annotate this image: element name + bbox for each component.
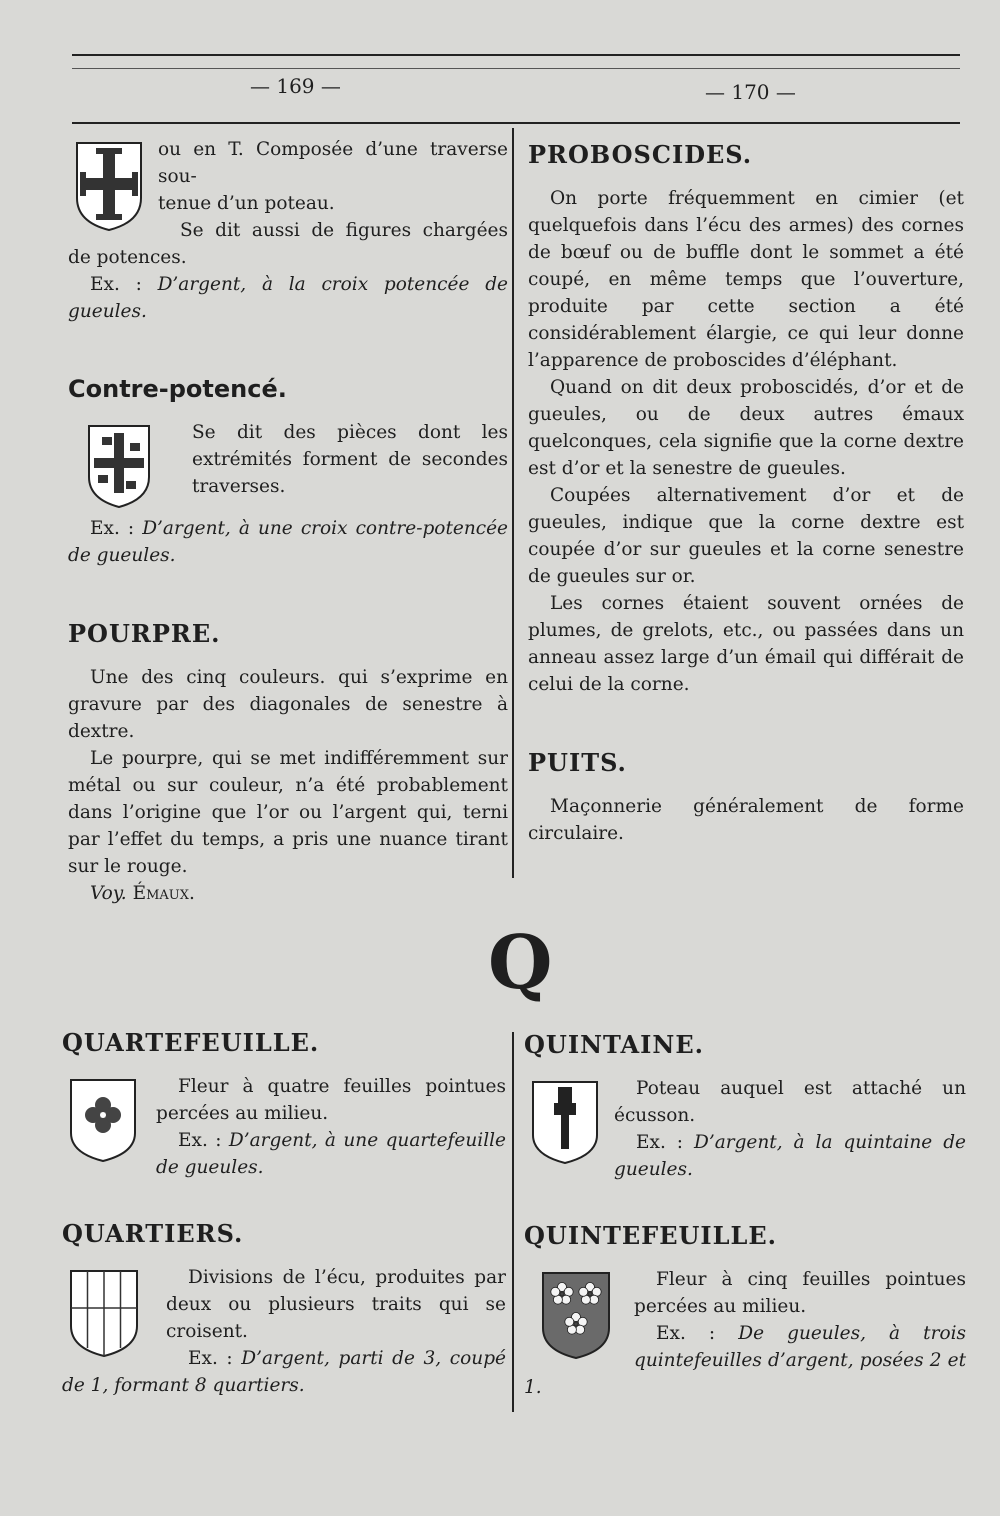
quartiers-text: Divisions de l’écu, produites par deux ou plusieurs traits qui se croisent. [166,1267,506,1342]
right-column-bottom [524,1030,966,1401]
quintaine-text: Poteau auquel est attaché un écusson. [614,1078,966,1126]
example-prefix: Ex. : [636,1132,684,1153]
example-text: D’argent, parti de 3, coupé de 1, formant 8 quartiers. [62,1348,506,1396]
proboscides-heading: PROBOSCIDES. [528,140,753,169]
shield-quatrefoil-icon [68,1077,138,1163]
top-rule [72,54,960,56]
quartiers-heading: QUARTIERS. [62,1219,244,1248]
entry-pourpre [68,619,508,907]
potence-line1: ou en T. Composée d’une traverse sou- [158,139,508,187]
right-page-number: — 170 — [705,80,796,104]
column-separator-top [512,128,514,878]
proboscides-p1: On porte fréquemment en cimier (et quelquefois dans l’écu des armes) des cornes de bœuf ou de buffle dont le sommet a été coupé, en même temps que l’ouverture, produite par cette section a été considérablement élargie, ce qui leur donne l’apparence de proboscides d’éléphant. [528,188,964,371]
entry-quintefeuille [524,1221,966,1401]
potence-line2: tenue d’un poteau. [158,193,335,214]
potence-line3: Se dit aussi de figures chargées de potences. [68,220,508,268]
quintaine-heading: QUINTAINE. [524,1030,704,1059]
top-rule-thin [72,68,960,69]
entry-quintaine [524,1030,966,1183]
contre-potence-heading: Contre-potencé. [68,375,287,403]
voy-label: Voy. [90,883,127,904]
contre-potence-example [68,515,508,569]
proboscides-p3: Coupées alternativement d’or et de gueules, indique que la corne dextre est coupée d’or sur gueules et la corne senestre de gueules sur or. [528,485,964,587]
quintefeuille-text: Fleur à cinq feuilles pointues percées au milieu. [634,1269,966,1317]
left-page-number: — 169 — [250,74,341,98]
example-text: D’argent, à la croix potencée de gueules. [68,274,508,322]
quintefeuille-heading: QUINTEFEUILLE. [524,1221,778,1250]
example-text: D’argent, à la quintaine de gueules. [614,1132,967,1180]
example-prefix: Ex. : [178,1130,222,1151]
shield-quarters-icon [68,1268,140,1358]
column-separator-bottom [512,1032,514,1412]
entry-contre-potence [68,375,508,569]
quartefeuille-heading: QUARTEFEUILLE. [62,1028,320,1057]
example-prefix: Ex. : [188,1348,233,1369]
quartefeuille-text: Fleur à quatre feuilles pointues percées au milieu. [156,1076,506,1124]
pourpre-p1: Une des cinq couleurs. qui s’exprime en gravure par des diagonales de senestre à dextre. [68,667,508,742]
example-prefix: Ex. : [656,1323,716,1344]
entry-puits [528,748,964,847]
potence-example [68,271,508,325]
shield-cross-counter-potent-icon [86,423,152,509]
proboscides-p4: Les cornes étaient souvent ornées de plumes, de grelots, etc., ou passées dans un anneau assez large d’un émail qui différait de celui de la corne. [528,593,964,695]
puits-text: Maçonnerie généralement de forme circulaire. [528,796,964,844]
example-prefix: Ex. : [90,274,142,295]
entry-quartiers [62,1219,506,1399]
example-text: D’argent, à une croix contre-potencée de gueules. [68,518,508,566]
example-text: De gueules, à trois quintefeuilles d’argent, posées 2 et 1. [524,1323,966,1398]
voy-reference: Émaux. [132,883,195,904]
header-rule [72,122,960,124]
entry-proboscides [528,140,964,698]
shield-cinquefoil-icon [540,1270,612,1360]
pourpre-p2: Le pourpre, qui se met indifféremment sur métal ou sur couleur, n’a été probablement dans l’origine que l’or ou l’argent qui, terni par l’effet du temps, a pris une nuance tirant sur le rouge. [68,748,508,877]
example-prefix: Ex. : [90,518,135,539]
shield-quintain-icon [530,1079,600,1165]
contre-potence-text: Se dit des pièces dont les extrémités forment de secondes traverses. [192,422,508,497]
left-column-top [68,136,508,907]
proboscides-p2: Quand on dit deux proboscidés, d’or et de gueules, ou de deux autres émaux quelconques, cela signifie que la corne dextre est d’or et la senestre de gueules. [528,377,964,479]
example-text: D’argent, à une quartefeuille de gueules. [156,1130,506,1178]
left-column-bottom [62,1028,506,1399]
pourpre-heading: POURPRE. [68,619,221,648]
right-column-top [528,140,964,847]
shield-cross-potent-icon [74,140,144,232]
entry-quartefeuille [62,1028,506,1181]
pourpre-voy [68,880,508,907]
section-letter: Q [488,920,553,1006]
puits-heading: PUITS. [528,748,627,777]
entry-potence [68,136,508,325]
